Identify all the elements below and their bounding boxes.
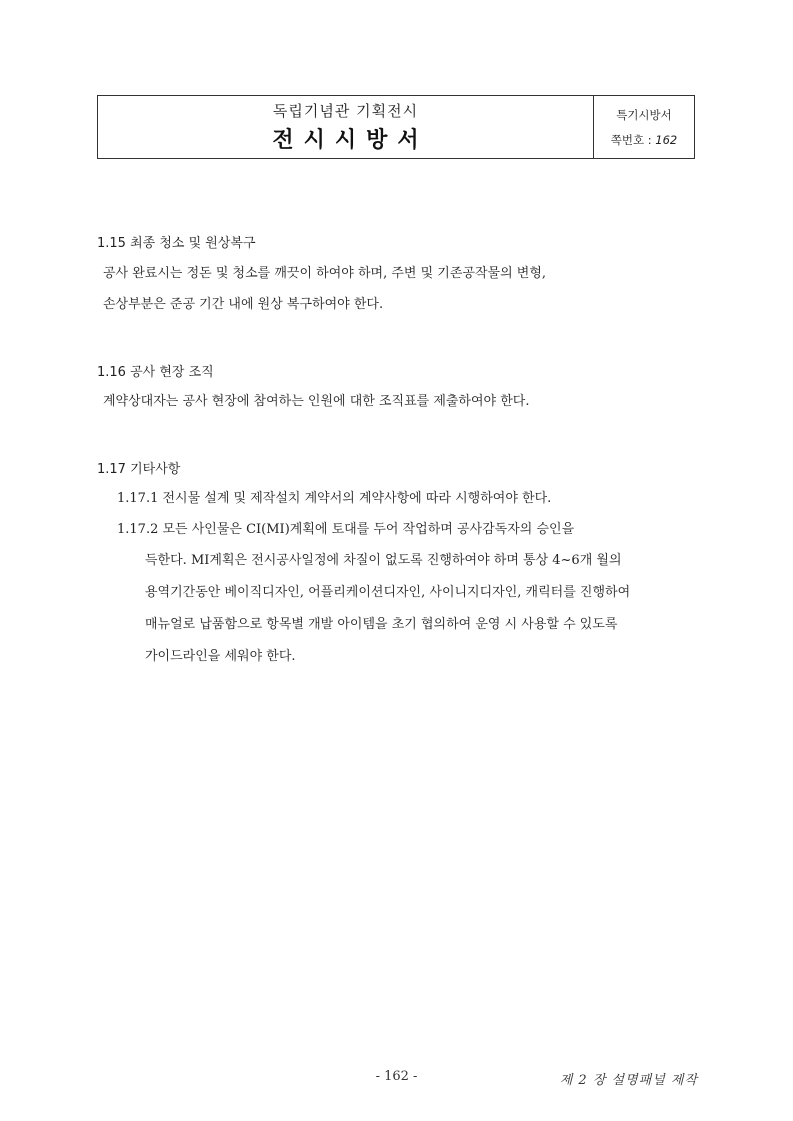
doc-type: 특기시방서 bbox=[616, 107, 672, 122]
list-item: 1.17.1 전시물 설계 및 제작설치 계약서의 계약사항에 따라 시행하여야 한다. bbox=[117, 491, 552, 506]
list-item: 1.17.2 모든 사인물은 CI(MI)계획에 토대를 두어 작업하며 공사감독자의 승인을 bbox=[117, 522, 575, 537]
paragraph-line: 용역기간동안 베이직디자인, 어플리케이션디자인, 사이니지디자인, 캐릭터를 진행하여 bbox=[145, 585, 631, 600]
paragraph-line: 득한다. MI계획은 전시공사일정에 차질이 없도록 진행하여야 하며 통상 4~6개 월의 bbox=[145, 553, 622, 568]
section-number: 1.15 bbox=[97, 236, 126, 251]
header-subtitle: 독립기념관 기획전시 bbox=[272, 102, 419, 120]
footer-page-number: - 162 - bbox=[375, 1069, 418, 1084]
document-header bbox=[97, 95, 695, 159]
section-title: 공사 현장 조직 bbox=[130, 365, 214, 380]
section-heading bbox=[97, 462, 697, 478]
footer-chapter: 제 2 장 설명패널 제작 bbox=[559, 1073, 698, 1088]
section-title: 최종 청소 및 원상복구 bbox=[130, 236, 256, 251]
section-number: 1.17 bbox=[97, 462, 126, 477]
section-heading bbox=[97, 365, 697, 381]
section-title: 기타사항 bbox=[130, 462, 181, 477]
paragraph-line: 매뉴얼로 납품함으로 항목별 개발 아이템을 초기 협의하여 운영 시 사용할 수 있도록 bbox=[145, 617, 618, 632]
paragraph-line: 계약상대자는 공사 현장에 참여하는 인원에 대한 조직표를 제출하여야 한다. bbox=[103, 394, 530, 409]
header-title-block bbox=[98, 96, 594, 158]
page-number-field bbox=[611, 132, 677, 148]
header-title: 전시시방서 bbox=[272, 128, 429, 153]
paragraph-line: 공사 완료시는 정돈 및 청소를 깨끗이 하여야 하며, 주변 및 기존공작물의 변형, bbox=[103, 266, 547, 281]
section-heading bbox=[97, 236, 697, 252]
page-number-label: 쪽번호 : bbox=[610, 132, 652, 147]
paragraph-line: 손상부분은 준공 기간 내에 원상 복구하여야 한다. bbox=[103, 297, 384, 312]
page-number-value: 162 bbox=[655, 132, 678, 147]
document-body bbox=[97, 236, 697, 665]
paragraph-line: 가이드라인을 세워야 한다. bbox=[145, 649, 296, 664]
header-meta bbox=[594, 96, 694, 158]
section-number: 1.16 bbox=[97, 365, 126, 380]
